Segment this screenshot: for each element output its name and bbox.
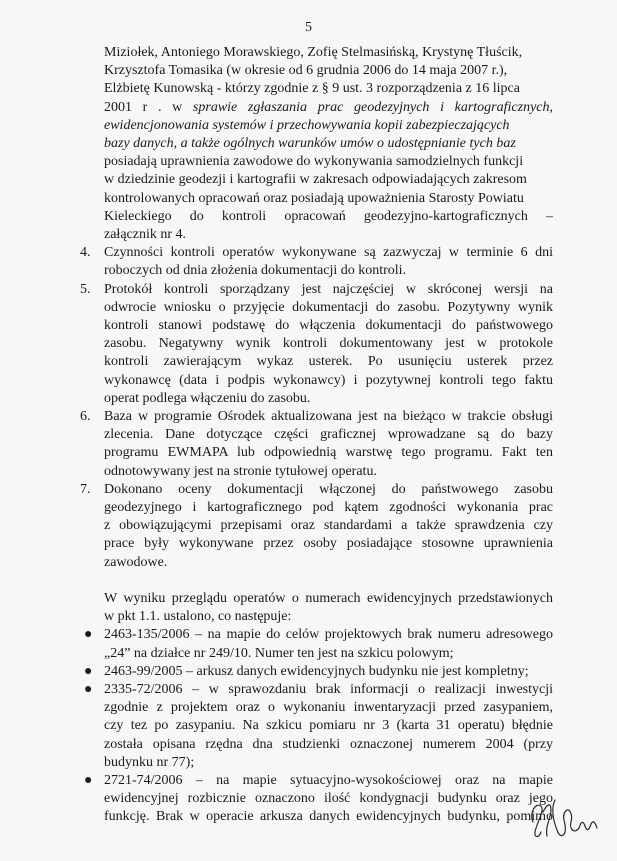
text-line: Kieleckiego do kontroli opracowań geodezyjno-kartograficznych – <box>104 208 553 224</box>
numbered-item-4 <box>80 244 553 280</box>
text-line: funkcję. Brak w operacie arkusza danych ewidencyjnych budynku, pomimo <box>104 809 553 825</box>
text-line: zasobu. Negatywny wynik kontroli dokumentowany jest w protokole <box>104 336 553 352</box>
handwritten-signature <box>525 792 605 844</box>
bullet-item <box>80 663 553 681</box>
text-line: kontrolowanych opracowań oraz posiadają upoważnienia Starosty Powiatu <box>104 190 524 206</box>
item-number: 5. <box>80 281 91 297</box>
text-line: programu EWMAPA lub odpowiednią warstwę tego programu. Fakt ten <box>104 445 553 461</box>
text-line: 2463-135/2006 – na mapie do celów projektowych brak numeru adresowego <box>104 627 553 643</box>
page-number: 5 <box>305 20 312 35</box>
regulation-title: sprawie zgłaszania prac geodezyjnych i kartograficznych, <box>192 99 554 115</box>
text-line: Baza w programie Ośrodek aktualizowana jest na bieżąco w trakcie obsługi <box>104 409 553 425</box>
text-line: operat podlega włączeniu do zasobu. <box>104 390 311 406</box>
bullet-icon: ● <box>84 772 93 788</box>
text-line: odwrocie wniosku o przyjęcie dokumentacji do zasobu. Pozytywny wynik <box>104 299 553 315</box>
text-line: w pkt 1.1. ustalono, co następuje: <box>104 609 292 625</box>
bullet-item <box>80 626 553 662</box>
text-line: posiadają uprawnienia zawodowe do wykonywania samodzielnych funkcji <box>104 154 524 170</box>
summary-paragraph <box>80 590 553 626</box>
bullet-item <box>80 772 553 827</box>
text-line: roboczych od dnia złożenia dokumentacji do kontroli. <box>104 263 407 279</box>
bullet-icon: ● <box>84 627 93 643</box>
continued-paragraph <box>80 44 553 244</box>
text-line: „24” na działce nr 249/10. Numer ten jest na szkicu polowym; <box>104 645 454 661</box>
text-line: Czynności kontroli operatów wykonywane są zazwyczaj w terminie 6 dni <box>104 245 553 261</box>
item-number: 6. <box>80 409 91 425</box>
text-fragment: 2001 r . w <box>104 99 183 115</box>
text-line: Dokonano oceny dokumentacji włączonej do państwowego zasobu <box>104 481 553 497</box>
bullet-icon: ● <box>84 663 93 679</box>
text-line: 2463-99/2005 – arkusz danych ewidencyjnych budynku nie jest kompletny; <box>104 663 529 679</box>
numbered-item-5 <box>80 281 553 408</box>
text-line: załącznik nr 4. <box>104 227 187 243</box>
text-line: czy tez po zasypaniu. Na szkicu pomiaru nr 3 (karta 31 operatu) błędnie <box>104 718 553 734</box>
regulation-title: ewidencjonowania systemów i przechowywania kopii zabezpieczających <box>104 117 510 133</box>
text-line: geodezyjnego i kartograficznego pod kątem zgodności wykonania prac <box>104 500 553 516</box>
text-line: W wyniku przeglądu operatów o numerach ewidencyjnych przedstawionych <box>104 590 553 606</box>
text-line: kontroli stanowi podstawę do włączenia dokumentacji do państwowego <box>104 318 553 334</box>
text-line: Elżbietę Kunowską - którzy zgodnie z § 9 ust. 3 rozporządzenia z 16 lipca <box>104 81 520 97</box>
text-line: kontroli zawierającym wykaz usterek. Po usunięciu usterek przez <box>104 354 553 370</box>
text-line: zlecenia. Dane dotyczące części graficznej wprowadzane są do bazy <box>104 427 553 443</box>
text-line: z obowiązującymi przepisami oraz standardami a także sprawdzenia czy <box>104 518 553 534</box>
text-line: 2721-74/2006 – na mapie sytuacyjno-wysokościowej oraz na mapie <box>104 772 553 788</box>
numbered-item-6 <box>80 408 553 481</box>
text-line: odnotowywany jest na stronie tytułowej operatu. <box>104 463 377 479</box>
text-line: prace były wykonywane przez osoby posiadające stosowne uprawnienia <box>104 536 553 552</box>
regulation-title: bazy danych, a także ogólnych warunków umów o udostępnianie tych baz <box>104 136 516 152</box>
document-body <box>80 44 553 827</box>
text-line: ewidencyjnej rozbicznie oznaczono ilość kondygnacji budynku oraz jego <box>104 791 553 807</box>
text-line: Protokół kontroli sporządzany jest najczęściej w skróconej wersji na <box>104 281 553 297</box>
text-line: 2335-72/2006 – w sprawozdaniu brak informacji o realizacji inwestycji <box>104 681 553 697</box>
bullet-item <box>80 681 553 772</box>
numbered-item-7 <box>80 481 553 572</box>
text-line: zgodnie z projektem oraz o wykonaniu inwentaryzacji przed zasypaniem, <box>104 700 553 716</box>
text-line: wykonawcę (data i podpis wykonawcy) i pozytywnej kontroli tego faktu <box>104 372 553 388</box>
text-line: Krzysztofa Tomasika (w okresie od 6 grudnia 2006 do 14 maja 2007 r.), <box>104 63 508 79</box>
text-line: w dziedzinie geodezji i kartografii w zakresach odpowiadających zakresom <box>104 172 527 188</box>
paragraph-gap <box>80 572 553 590</box>
item-number: 7. <box>80 481 91 497</box>
text-line: zawodowe. <box>104 554 168 570</box>
text-line: Miziołek, Antoniego Morawskiego, Zofię Stelmasińską, Krystynę Tłuścik, <box>104 45 523 60</box>
text-line: została opisana rzędna dna studzienki oznaczonej numerem 2004 (przy <box>104 736 553 752</box>
text-line: budynku nr 77); <box>104 754 195 770</box>
text-line <box>104 99 553 117</box>
item-number: 4. <box>80 245 91 261</box>
bullet-icon: ● <box>84 681 93 697</box>
